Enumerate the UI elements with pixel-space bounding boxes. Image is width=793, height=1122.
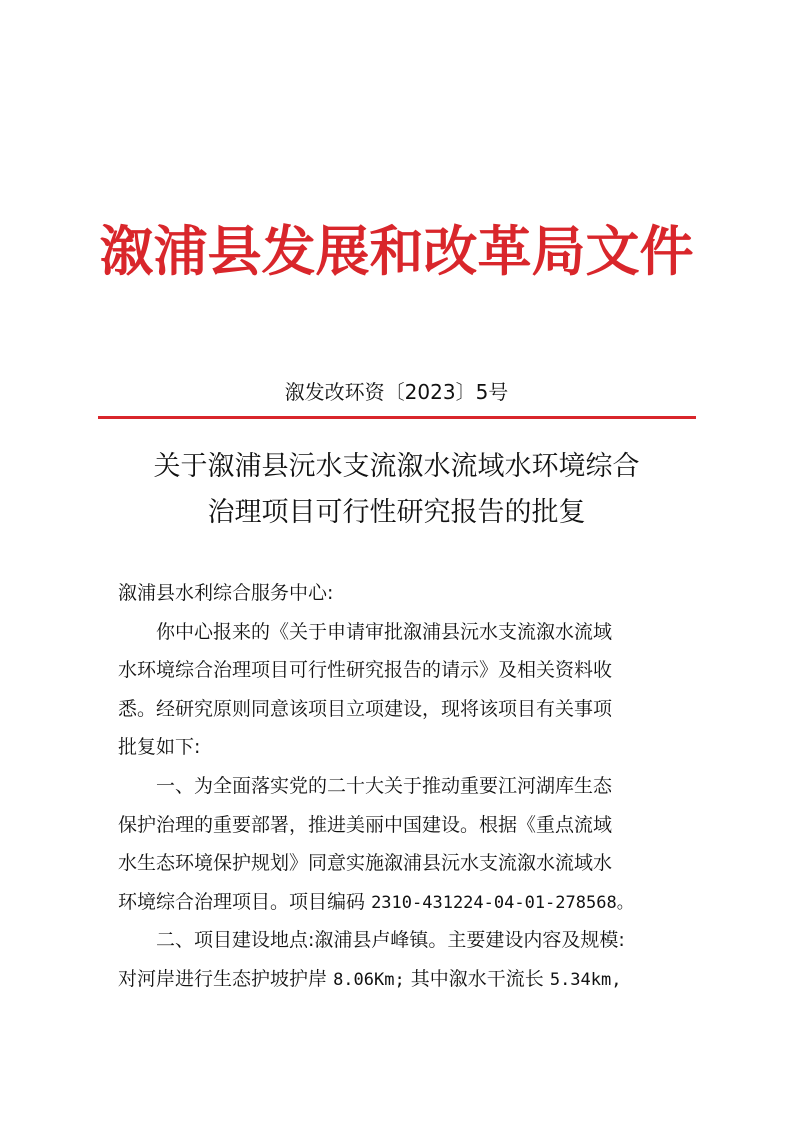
paragraph-1-line-1: 你中心报来的《关于申请审批溆浦县沅水支流溆水流域 <box>156 620 613 643</box>
revetment-length: 8.06Km; <box>333 969 405 990</box>
paragraph-1-line-2: 水环境综合治理项目可行性研究报告的请示》及相关资料收 <box>118 659 613 682</box>
addressee: 溆浦县水利综合服务中心: <box>118 582 334 604</box>
document-title-line-1: 关于溆浦县沅水支流溆水流域水环境综合 <box>153 451 640 482</box>
paragraph-2-line-2: 保护治理的重要部署，推进美丽中国建设。根据《重点流域 <box>118 813 613 836</box>
paragraph-3-line-1: 二、项目建设地点:溆浦县卢峰镇。主要建设内容及规模: <box>156 929 625 952</box>
document-body <box>118 574 678 999</box>
paragraph-2-line-4-text: 环境综合治理项目。项目编码 <box>118 890 366 913</box>
mainstream-length: 5.34km, <box>549 969 622 990</box>
paragraph-3-line-2 <box>118 960 678 999</box>
paragraph-2-line-1: 一、为全面落实党的二十大关于推动重要江河湖库生态 <box>156 774 613 797</box>
paragraph-3-line-2-c: 其中溆水干流长 <box>410 967 544 990</box>
paragraph-1-line-4: 批复如下: <box>118 736 201 759</box>
red-divider-rule <box>98 416 696 419</box>
paragraph-2-line-4 <box>118 883 678 922</box>
document-title-line-2: 治理项目可行性研究报告的批复 <box>207 497 586 528</box>
project-code: 2310-431224-04-01-278568。 <box>371 892 634 913</box>
document-title <box>0 444 793 536</box>
paragraph-3-line-2-a: 对河岸进行生态护坡护岸 <box>118 967 328 990</box>
document-number: 溆发改环资〔2023〕5号 <box>284 380 509 404</box>
paragraph-1-line-3: 悉。经研究原则同意该项目立项建设，现将该项目有关事项 <box>118 697 613 720</box>
paragraph-2-line-3: 水生态环境保护规划》同意实施溆浦县沅水支流溆水流域水 <box>118 852 613 875</box>
header-title: 溆浦县发展和改革局文件 <box>99 220 694 283</box>
